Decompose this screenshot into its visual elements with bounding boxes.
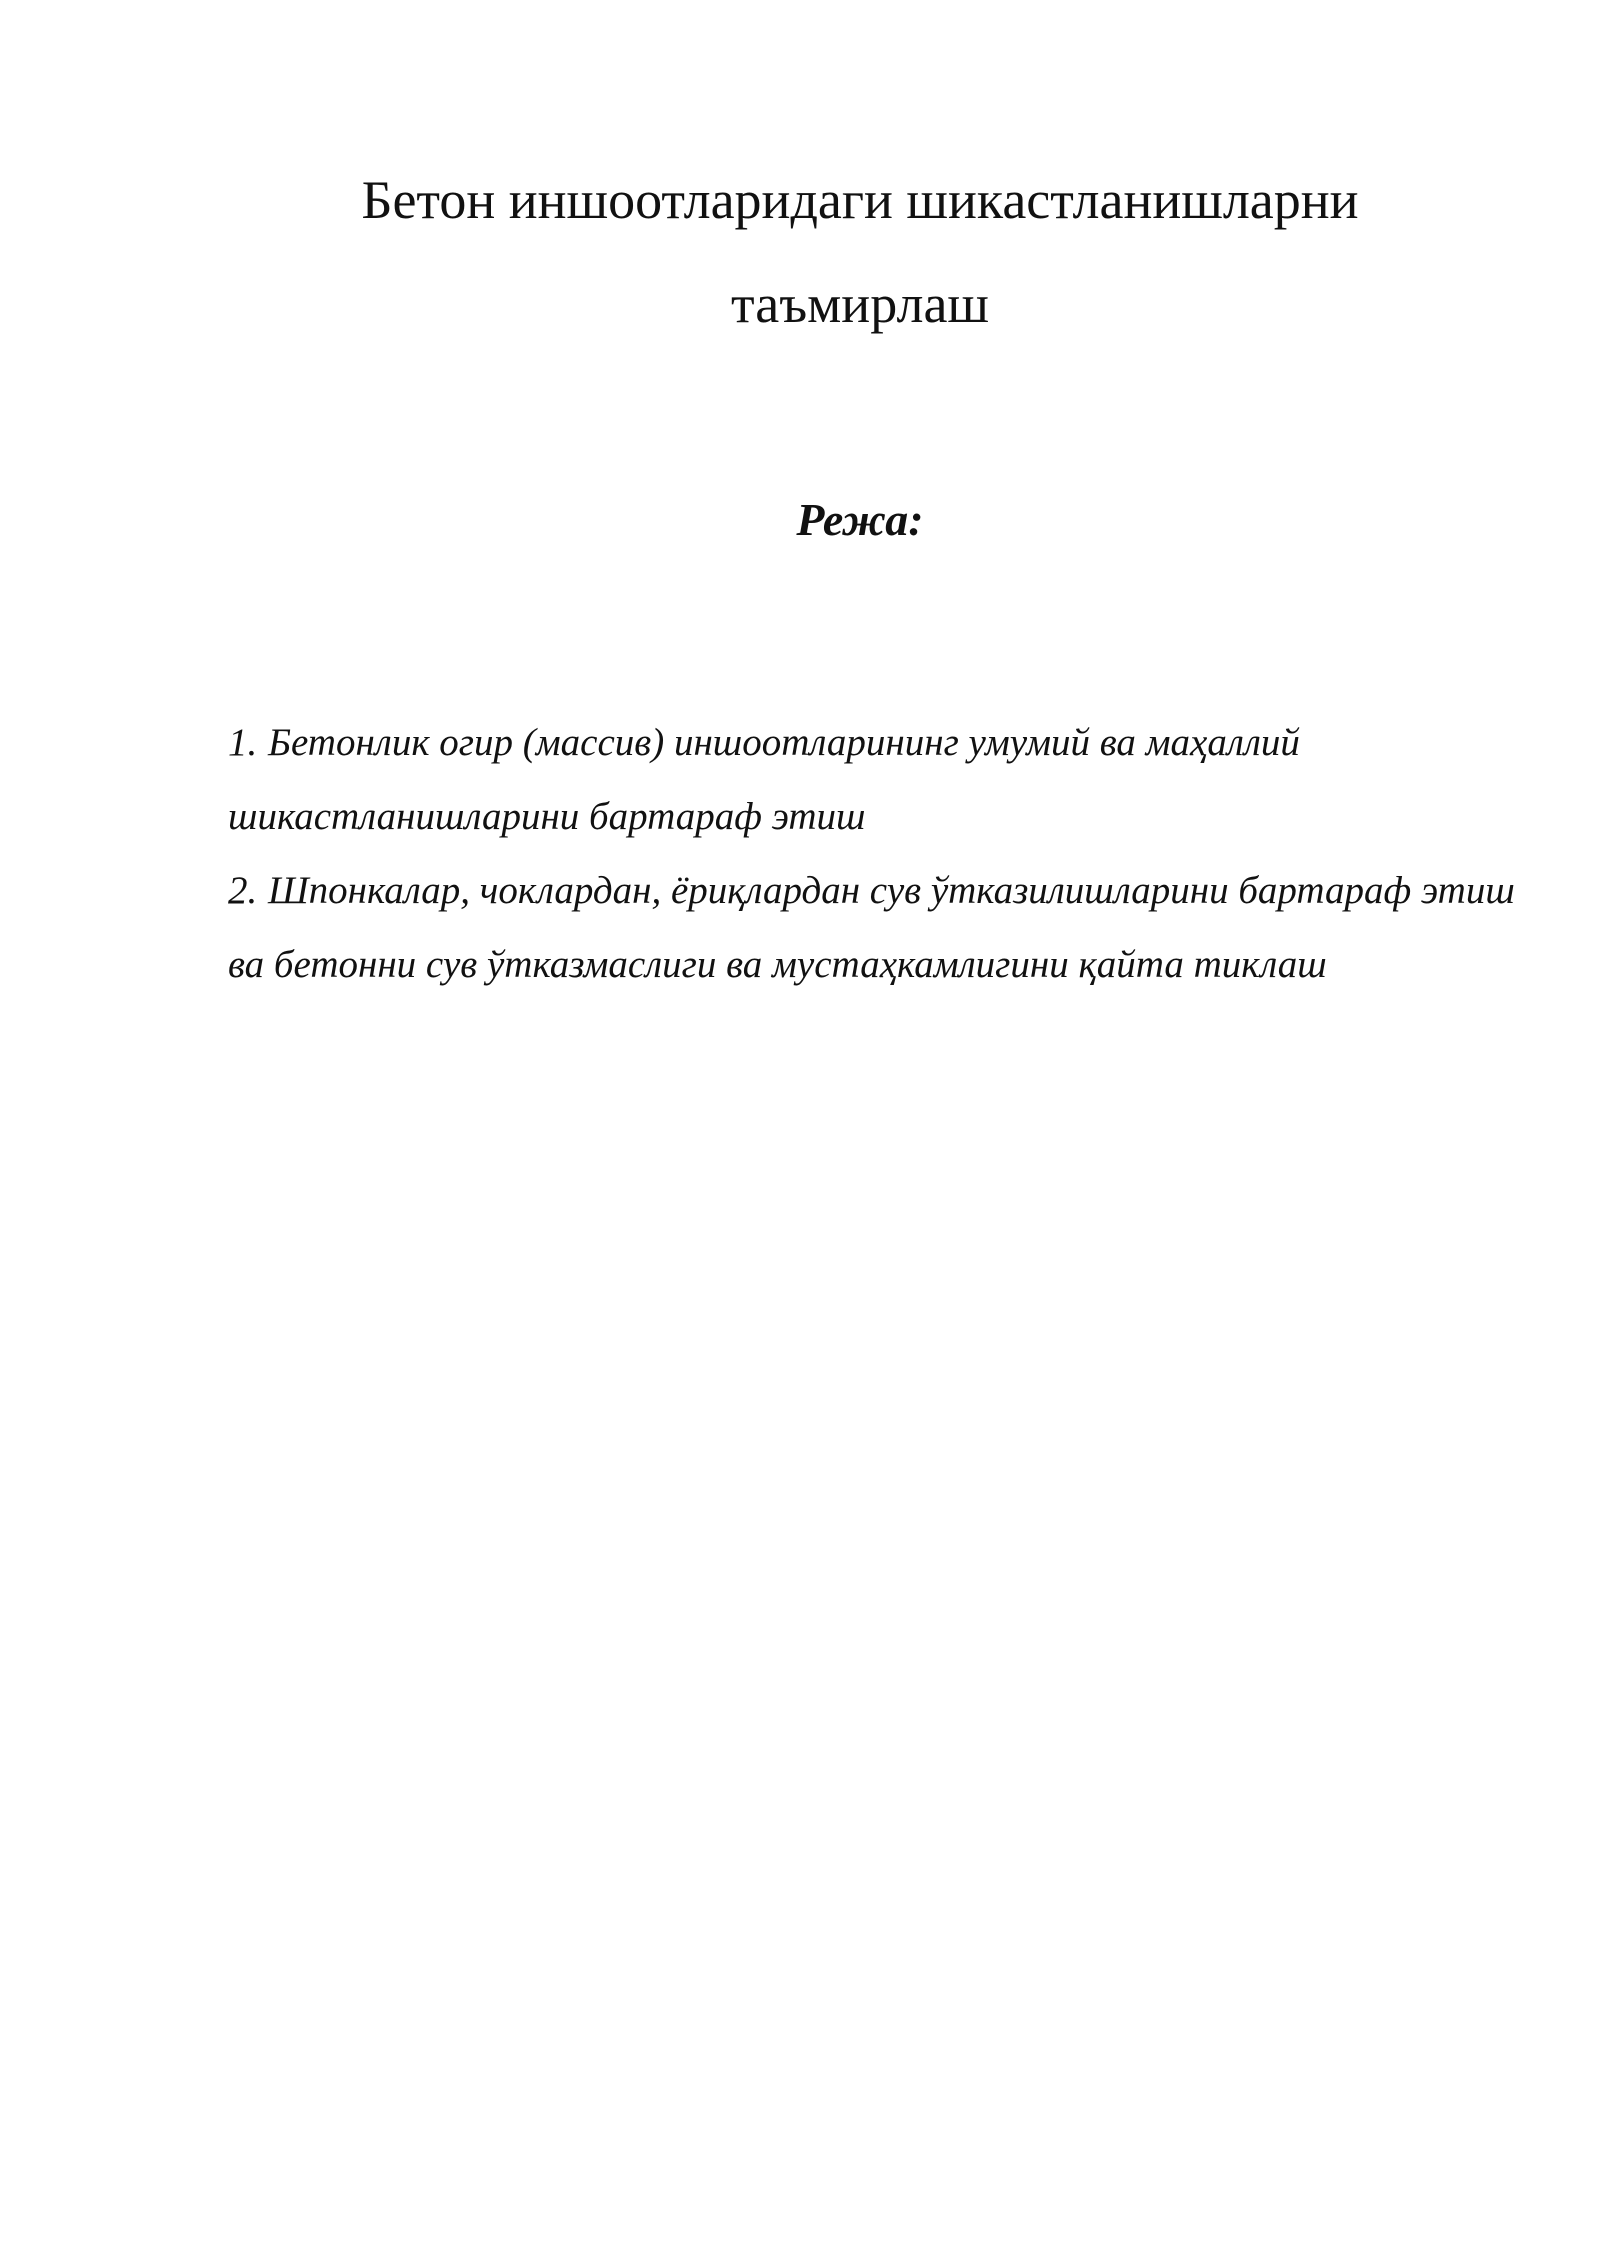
plan-heading: Режа: — [796, 494, 924, 545]
plan-item-number: 2. — [228, 869, 258, 912]
document-title: Бетон иншоотларидаги шикастланишларни таъмирлаш — [361, 170, 1359, 334]
plan-item-number: 1. — [228, 721, 258, 764]
plan-item-2 — [228, 854, 1528, 1002]
plan-list — [228, 706, 1528, 1002]
plan-item-text: Шпонкалар, чоклардан, ёриқлардан сув ўтказилишларини бартараф этиш ва бетонни сув ўтказмаслиги ва мустаҳкамлигини қайта тиклаш — [228, 869, 1515, 986]
plan-item-1 — [228, 706, 1528, 854]
plan-item-text: Бетонлик огир (массив) иншоотларининг умумий ва маҳаллий шикастланишларини бартараф этиш — [228, 721, 1300, 838]
